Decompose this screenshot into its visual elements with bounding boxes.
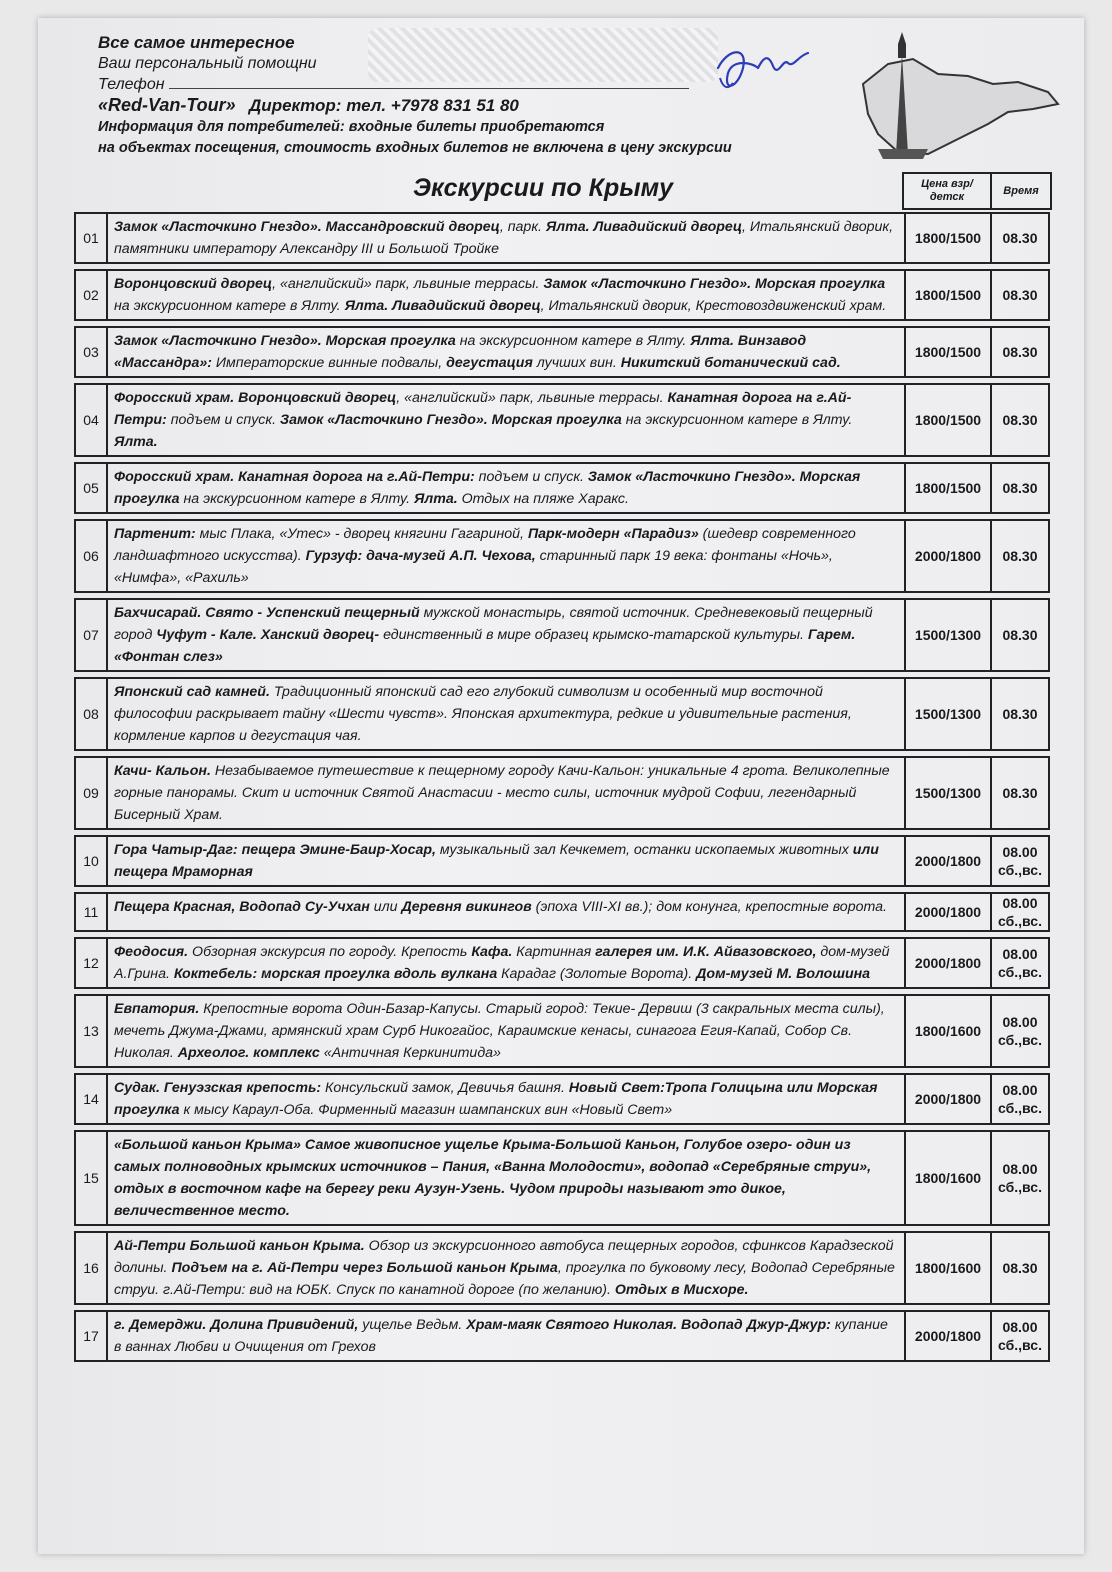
excursion-number: 11: [76, 894, 108, 930]
departure-time: 08.30: [1002, 287, 1038, 303]
excursion-price: 1800/1500: [906, 214, 992, 262]
excursion-description: Замок «Ласточкино Гнездо». Морская прогулка на экскурсионном катере в Ялту. Ялта. Винзавод «Массандра»: Императорские винные подвалы, дегустация лучших вин. Никитский ботанический сад.: [108, 328, 906, 376]
table-row: [74, 994, 1050, 1068]
excursion-time: [992, 996, 1048, 1066]
excursion-time: [992, 271, 1048, 319]
excursion-description: Гора Чатыр-Даг: пещера Эмине-Баир-Хосар, музыкальный зал Кечкемет, останки ископаемых животных или пещера Мраморная: [108, 837, 906, 885]
departure-time: 08.00: [1002, 1161, 1038, 1177]
departure-days: сб.,вс.: [998, 913, 1042, 929]
excursion-time: [992, 1132, 1048, 1224]
excursion-price: 1500/1300: [906, 758, 992, 828]
table-row: [74, 937, 1050, 989]
excursion-description: Воронцовский дворец, «английский» парк, львиные террасы. Замок «Ласточкино Гнездо». Морская прогулка на экскурсионном катере в Ялту. Ялта. Ливадийский дворец, Итальянский дворик, Крестовоздвиженский храм.: [108, 271, 906, 319]
excursion-description: Форосский храм. Воронцовский дворец, «английский» парк, львиные террасы. Канатная дорога на г.Ай-Петри: подъем и спуск. Замок «Ласточкино Гнездо». Морская прогулка на экскурсионном катере в Ялту. Ялта.: [108, 385, 906, 455]
excursion-description: Бахчисарай. Свято - Успенский пещерный мужской монастырь, святой источник. Средневековый пещерный город Чуфут - Кале. Ханский дворец- единственный в мире образец крымско-татарской культуры. Гарем. «Фонтан слез»: [108, 600, 906, 670]
table-row: [74, 326, 1050, 378]
excursion-number: 05: [76, 464, 108, 512]
table-row: [74, 269, 1050, 321]
brochure-sheet: [38, 18, 1084, 1554]
excursion-time: [992, 837, 1048, 885]
excursion-number: 13: [76, 996, 108, 1066]
excursion-price: 1800/1600: [906, 1132, 992, 1224]
excursion-number: 12: [76, 939, 108, 987]
excursion-price: 1800/1600: [906, 1233, 992, 1303]
excursion-time: [992, 328, 1048, 376]
excursion-price: 1800/1500: [906, 271, 992, 319]
excursion-price: 2000/1800: [906, 837, 992, 885]
excursions-table: [74, 212, 1050, 1367]
table-row: [74, 212, 1050, 264]
excursion-number: 16: [76, 1233, 108, 1303]
departure-days: сб.,вс.: [998, 1032, 1042, 1048]
agency-name: «Red-Van-Tour»: [98, 95, 236, 115]
excursion-time: [992, 1075, 1048, 1123]
excursion-description: Феодосия. Обзорная экскурсия по городу. Крепость Кафа. Картинная галерея им. И.К. Айвазовского, дом-музей А.Грина. Коктебель: морская прогулка вдоль вулкана Карадаг (Золотые Ворота). Дом-музей М. Волошина: [108, 939, 906, 987]
excursion-time: [992, 679, 1048, 749]
departure-days: сб.,вс.: [998, 964, 1042, 980]
excursion-number: 14: [76, 1075, 108, 1123]
excursion-number: 08: [76, 679, 108, 749]
excursion-number: 01: [76, 214, 108, 262]
excursion-number: 03: [76, 328, 108, 376]
departure-days: сб.,вс.: [998, 862, 1042, 878]
departure-time: 08.30: [1002, 706, 1038, 722]
table-row: [74, 598, 1050, 672]
page-title: Экскурсии по Крыму: [413, 174, 673, 202]
crimea-map-logo: [818, 24, 1068, 164]
excursion-number: 15: [76, 1132, 108, 1224]
time-column-header: Время: [990, 172, 1052, 210]
excursion-price: 1800/1500: [906, 328, 992, 376]
departure-days: сб.,вс.: [998, 1100, 1042, 1116]
excursion-time: [992, 385, 1048, 455]
departure-time: 08.30: [1002, 785, 1038, 801]
consumer-info-1: Информация для потребителей: входные билеты приобретаются: [98, 119, 605, 135]
excursion-number: 17: [76, 1312, 108, 1360]
excursion-number: 07: [76, 600, 108, 670]
table-row: [74, 1310, 1050, 1362]
departure-time: 08.30: [1002, 344, 1038, 360]
excursion-number: 04: [76, 385, 108, 455]
excursion-description: Японский сад камней. Традиционный японский сад его глубокий символизм и особенный мир восточной философии раскрывает тайну «Шести чувств». Японская архитектура, редкие и удивительные растения, кормление карпов и дегустация чая.: [108, 679, 906, 749]
departure-time: 08.00: [1002, 1319, 1038, 1335]
excursion-price: 1800/1500: [906, 385, 992, 455]
table-row: [74, 383, 1050, 457]
excursion-price: 1800/1500: [906, 464, 992, 512]
excursion-time: [992, 214, 1048, 262]
departure-time: 08.30: [1002, 230, 1038, 246]
departure-days: сб.,вс.: [998, 1337, 1042, 1353]
departure-time: 08.30: [1002, 1260, 1038, 1276]
excursion-description: Форосский храм. Канатная дорога на г.Ай-Петри: подъем и спуск. Замок «Ласточкино Гнездо». Морская прогулка на экскурсионном катере в Ялту. Ялта. Отдых на пляже Харакс.: [108, 464, 906, 512]
header-line-1: Все самое интересное: [98, 33, 295, 52]
excursion-time: [992, 758, 1048, 828]
table-row: [74, 462, 1050, 514]
excursion-time: [992, 600, 1048, 670]
signature-scribble: [708, 38, 818, 98]
excursion-description: Пещера Красная, Водопад Су-Учхан или Деревня викингов (эпоха VIII-XI вв.); дом конунга, крепостные ворота.: [108, 894, 906, 930]
redacted-area: [368, 28, 718, 82]
departure-time: 08.00: [1002, 946, 1038, 962]
excursion-time: [992, 939, 1048, 987]
excursion-price: 2000/1800: [906, 894, 992, 930]
excursion-number: 02: [76, 271, 108, 319]
excursion-number: 09: [76, 758, 108, 828]
table-row: [74, 677, 1050, 751]
excursion-price: 2000/1800: [906, 1312, 992, 1360]
excursion-description: г. Демерджи. Долина Привидений, ущелье Ведьм. Храм-маяк Святого Николая. Водопад Джур-Джур: купание в ваннах Любви и Очищения от Грехов: [108, 1312, 906, 1360]
table-row: [74, 892, 1050, 932]
consumer-info-2: на объектах посещения, стоимость входных билетов не включена в цену экскурсии: [98, 140, 732, 156]
title-row: [38, 168, 1084, 210]
excursion-time: [992, 521, 1048, 591]
departure-time: 08.00: [1002, 1082, 1038, 1098]
excursion-description: «Большой каньон Крыма» Самое живописное ущелье Крыма-Большой Каньон, Голубое озеро- один из самых полноводных крымских источников – Пания, «Ванна Молодости», водопад «Серебряные струи», отдых в восточном кафе на берегу реки Аузун-Узень. Чудом природы называют это дикое, величественное место.: [108, 1132, 906, 1224]
excursion-description: Качи- Кальон. Незабываемое путешествие к пещерному городу Качи-Кальон: уникальные 4 грота. Великолепные горные панорамы. Скит и источник Святой Анастасии - место силы, источник мудрой Софии, легендарный Бисерный Храм.: [108, 758, 906, 828]
excursion-price: 1800/1600: [906, 996, 992, 1066]
excursion-description: Евпатория. Крепостные ворота Один-Базар-Капусы. Старый город: Текие- Дервиш (3 сакральных места силы), мечеть Джума-Джами, армянский храм Сурб Никогайос, Караимские кенасы, синагога Егия-Капай, Собор Св. Николая. Археолог. комплекс «Античная Керкинитида»: [108, 996, 906, 1066]
table-row: [74, 1130, 1050, 1226]
excursion-time: [992, 1312, 1048, 1360]
excursion-price: 2000/1800: [906, 521, 992, 591]
table-row: [74, 1073, 1050, 1125]
departure-days: сб.,вс.: [998, 1179, 1042, 1195]
excursion-time: [992, 464, 1048, 512]
departure-time: 08.30: [1002, 412, 1038, 428]
departure-time: 08.00: [1002, 844, 1038, 860]
price-column-header: Цена взр/детск: [902, 172, 992, 210]
header-line-2: Ваш персональный помощни: [98, 55, 317, 72]
excursion-number: 06: [76, 521, 108, 591]
departure-time: 08.30: [1002, 480, 1038, 496]
excursion-time: [992, 894, 1048, 930]
director-phone: Директор: тел. +7978 831 51 80: [249, 96, 519, 115]
excursion-number: 10: [76, 837, 108, 885]
excursion-price: 2000/1800: [906, 1075, 992, 1123]
excursion-description: Судак. Генуэзская крепость: Консульский замок, Девичья башня. Новый Свет:Тропа Голицына или Морская прогулка к мысу Караул-Оба. Фирменный магазин шампанских вин «Новый Свет»: [108, 1075, 906, 1123]
excursion-price: 2000/1800: [906, 939, 992, 987]
departure-time: 08.30: [1002, 627, 1038, 643]
excursion-description: Партенит: мыс Плака, «Утес» - дворец княгини Гагариной, Парк-модерн «Парадиз» (шедевр современного ландшафтного искусства). Гурзуф: дача-музей А.П. Чехова, старинный парк 19 века: фонтаны «Ночь», «Нимфа», «Рахиль»: [108, 521, 906, 591]
excursion-price: 1500/1300: [906, 600, 992, 670]
phone-label: Телефон: [98, 76, 165, 93]
excursion-price: 1500/1300: [906, 679, 992, 749]
table-row: [74, 519, 1050, 593]
departure-time: 08.00: [1002, 895, 1038, 911]
table-row: [74, 1231, 1050, 1305]
departure-time: 08.30: [1002, 548, 1038, 564]
table-row: [74, 835, 1050, 887]
departure-time: 08.00: [1002, 1014, 1038, 1030]
excursion-description: Ай-Петри Большой каньон Крыма. Обзор из экскурсионного автобуса пещерных городов, сфинксов Карадзеской долины. Подъем на г. Ай-Петри через Большой каньон Крыма, прогулка по буковому лесу, Водопад Серебряные струи. г.Ай-Петри: вид на ЮБК. Спуск по канатной дороге (по желанию). Отдых в Мисхоре.: [108, 1233, 906, 1303]
excursion-description: Замок «Ласточкино Гнездо». Массандровский дворец, парк. Ялта. Ливадийский дворец, Итальянский дворик, памятники императору Александру III и Большой Тройке: [108, 214, 906, 262]
excursion-time: [992, 1233, 1048, 1303]
header-line-agency: [98, 95, 858, 117]
table-row: [74, 756, 1050, 830]
